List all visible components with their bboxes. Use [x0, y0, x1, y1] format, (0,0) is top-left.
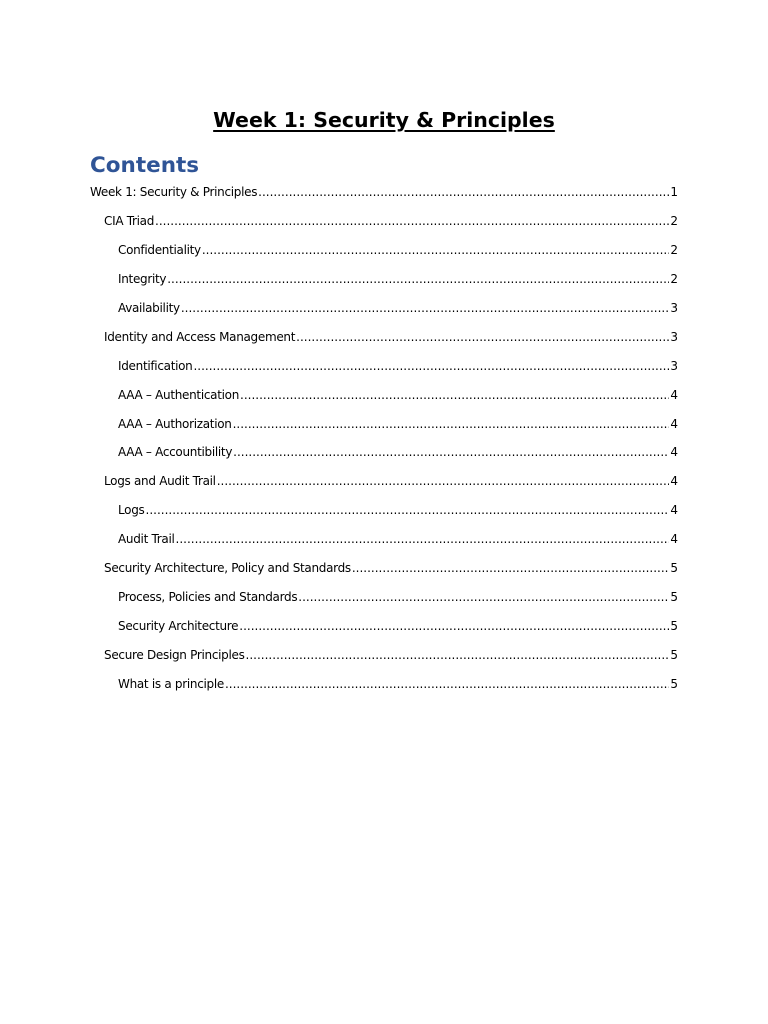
toc-entry[interactable] [90, 496, 678, 525]
toc-dot-leader [167, 272, 669, 286]
toc-entry-text[interactable]: AAA – Authentication [118, 387, 240, 402]
toc-dot-leader [217, 474, 670, 488]
toc-dot-leader [146, 503, 670, 517]
toc-entry-text[interactable]: Secure Design Principles [104, 647, 245, 662]
toc-entry-text[interactable]: Logs [118, 503, 145, 518]
toc-dot-leader [233, 445, 669, 459]
toc-entry-text[interactable]: Process, Policies and Standards [118, 589, 298, 604]
toc-entry[interactable] [90, 265, 678, 294]
toc-entry[interactable] [90, 236, 678, 265]
toc-dot-leader [181, 301, 670, 315]
toc-entry[interactable] [90, 294, 678, 323]
toc-page-number[interactable]: 5 [670, 561, 678, 576]
toc-dot-leader [202, 243, 670, 257]
toc-page-number[interactable]: 4 [670, 387, 678, 402]
toc-dot-leader [176, 532, 670, 546]
toc-page-number[interactable]: 5 [670, 618, 678, 633]
toc-heading: Contents [90, 153, 200, 178]
toc-entry[interactable] [90, 467, 678, 496]
toc-entry-text[interactable]: Identification [118, 358, 193, 373]
toc-entry[interactable] [90, 207, 678, 236]
toc-entry-text[interactable]: Confidentiality [118, 243, 201, 258]
document-title: Week 1: Security & Principles [213, 108, 555, 132]
toc-dot-leader [193, 359, 669, 373]
toc-entry[interactable] [90, 438, 678, 467]
toc-page-number[interactable]: 3 [670, 301, 678, 315]
toc-entry[interactable] [90, 640, 678, 669]
toc-dot-leader [352, 561, 670, 575]
toc-entry[interactable] [90, 409, 678, 438]
toc-entry-text[interactable]: Security Architecture [118, 618, 239, 633]
toc-page-number[interactable]: 5 [670, 589, 678, 604]
toc-entry-text[interactable]: What is a principle [118, 676, 224, 691]
toc-entry[interactable] [90, 380, 678, 409]
toc-entry-text[interactable]: Week 1: Security & Principles [90, 185, 258, 200]
toc-entry[interactable] [90, 322, 678, 351]
toc-page-number[interactable]: 3 [670, 329, 678, 344]
toc-page-number[interactable]: 1 [670, 185, 678, 200]
toc-dot-leader [258, 185, 669, 199]
toc-dot-leader [298, 590, 669, 604]
toc-entry[interactable] [90, 178, 678, 207]
toc-page-number[interactable]: 5 [670, 647, 678, 662]
toc-entry[interactable] [90, 669, 678, 698]
toc-page-number[interactable]: 4 [670, 474, 678, 489]
toc-entry-text[interactable]: AAA – Authorization [118, 416, 232, 431]
toc-entry[interactable] [90, 582, 678, 611]
table-of-contents [90, 178, 678, 698]
toc-page-number[interactable]: 4 [670, 445, 678, 460]
toc-page-number[interactable]: 2 [670, 272, 678, 287]
toc-entry-text[interactable]: Audit Trail [118, 532, 175, 547]
toc-page-number[interactable]: 4 [670, 532, 678, 547]
toc-entry-text[interactable]: CIA Triad [104, 214, 155, 229]
toc-entry[interactable] [90, 351, 678, 380]
toc-page-number[interactable]: 4 [670, 416, 678, 431]
toc-entry-text[interactable]: Availability [118, 301, 180, 315]
toc-dot-leader [296, 330, 669, 344]
toc-dot-leader [225, 677, 669, 691]
toc-page-number[interactable]: 4 [670, 503, 678, 518]
toc-dot-leader [240, 388, 669, 402]
toc-entry-text[interactable]: Security Architecture, Policy and Standards [104, 561, 351, 576]
toc-entry[interactable] [90, 611, 678, 640]
toc-dot-leader [233, 417, 670, 431]
toc-entry[interactable] [90, 525, 678, 554]
toc-entry-text[interactable]: AAA – Accountibility [118, 445, 233, 460]
toc-page-number[interactable]: 2 [670, 214, 678, 229]
toc-entry-text[interactable]: Identity and Access Management [104, 329, 296, 344]
toc-dot-leader [239, 619, 669, 633]
toc-dot-leader [155, 214, 669, 228]
toc-dot-leader [246, 648, 670, 662]
toc-page-number[interactable]: 5 [670, 676, 678, 691]
toc-page-number[interactable]: 3 [670, 358, 678, 373]
toc-page-number[interactable]: 2 [670, 243, 678, 258]
toc-entry[interactable] [90, 554, 678, 583]
toc-entry-text[interactable]: Logs and Audit Trail [104, 474, 216, 489]
toc-entry-text[interactable]: Integrity [118, 272, 167, 287]
